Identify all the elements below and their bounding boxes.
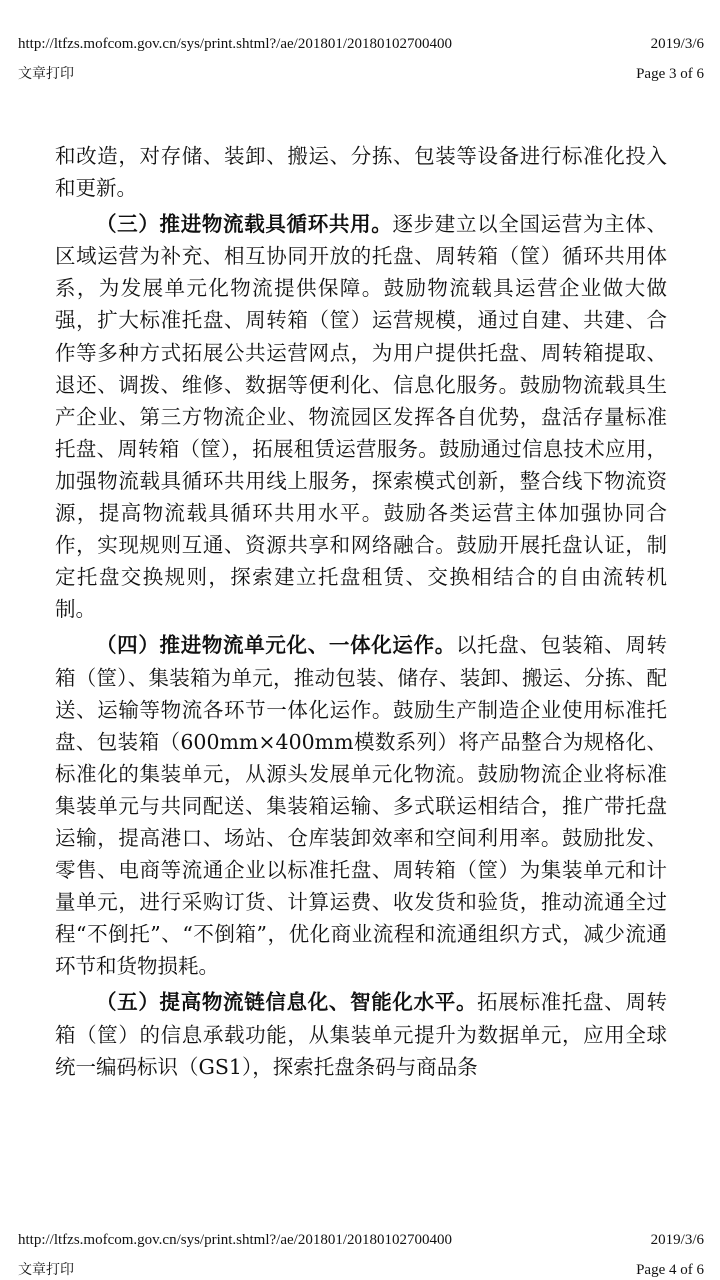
paragraph-continued — [55, 140, 667, 204]
article-body — [55, 140, 667, 1083]
header-url[interactable]: http://ltfzs.mofcom.gov.cn/sys/print.shtml?/ae/201801/20180102700400 — [18, 36, 452, 52]
header-print-label: 文章打印 — [18, 66, 74, 82]
section-heading: （五）提高物流链信息化、智能化水平。 — [96, 990, 478, 1015]
paragraph-section-3 — [55, 208, 667, 625]
paragraph-section-5 — [55, 986, 667, 1082]
paragraph-text: 和改造，对存储、装卸、搬运、分拣、包装等设备进行标准化投入和更新。 — [55, 144, 667, 201]
header-date: 2019/3/6 — [650, 1232, 704, 1248]
header-page-number: Page 4 of 6 — [636, 1262, 704, 1278]
header-date: 2019/3/6 — [650, 36, 704, 52]
section-heading: （三）推进物流载具循环共用。 — [96, 212, 393, 237]
paragraph-text: 逐步建立以全国运营为主体、区域运营为补充、相互协同开放的托盘、周转箱（筐）循环共用体系，为发展单元化物流提供保障。鼓励物流载具运营企业做大做强，扩大标准托盘、周转箱（筐）运营规模，通过自建、共建、合作等多种方式拓展公共运营网点，为用户提供托盘、周转箱提取、退还、调拨、维修、数据等便利化、信息化服务。鼓励物流载具生产企业、第三方物流企业、物流园区发挥各自优势，盘活存量标准托盘、周转箱（筐），拓展租赁运营服务。鼓励通过信息技术应用，加强物流载具循环共用线上服务，探索模式创新，整合线下物流资源，提高物流载具循环共用水平。鼓励各类运营主体加强协同合作，实现规则互通、资源共享和网络融合。鼓励开展托盘认证，制定托盘交换规则，探索建立托盘租赁、交换相结合的自由流转机制。 — [55, 212, 668, 622]
header-print-label: 文章打印 — [18, 1262, 74, 1278]
section-heading: （四）推进物流单元化、一体化运作。 — [96, 633, 456, 658]
paragraph-text: 以托盘、包装箱、周转箱（筐）、集装箱为单元，推动包装、储存、装卸、搬运、分拣、配送、运输等物流各环节一体化运作。鼓励生产制造企业使用标准托盘、包装箱（600mm×400mm模数系列）将产品整合为规格化、标准化的集装单元，从源头发展单元化物流。鼓励物流企业将标准集装单元与共同配送、集装箱运输、多式联运相结合，推广带托盘运输，提高港口、场站、仓库装卸效率和空间利用率。鼓励批发、零售、电商等流通企业以标准托盘、周转箱（筐）为集装单元和计量单元，进行采购订货、计算运费、收发货和验货，推动流通全过程“不倒托”、“不倒箱”，优化商业流程和流通组织方式，减少流通环节和货物损耗。 — [55, 633, 668, 979]
paragraph-text: 拓展标准托盘、周转箱（筐）的信息承载功能，从集装单元提升为数据单元，应用全球统一编码标识（GS1），探索托盘条码与商品条 — [55, 990, 668, 1079]
header-url[interactable]: http://ltfzs.mofcom.gov.cn/sys/print.shtml?/ae/201801/20180102700400 — [18, 1232, 452, 1248]
header-page-number: Page 3 of 6 — [636, 66, 704, 82]
paragraph-section-4 — [55, 629, 667, 982]
